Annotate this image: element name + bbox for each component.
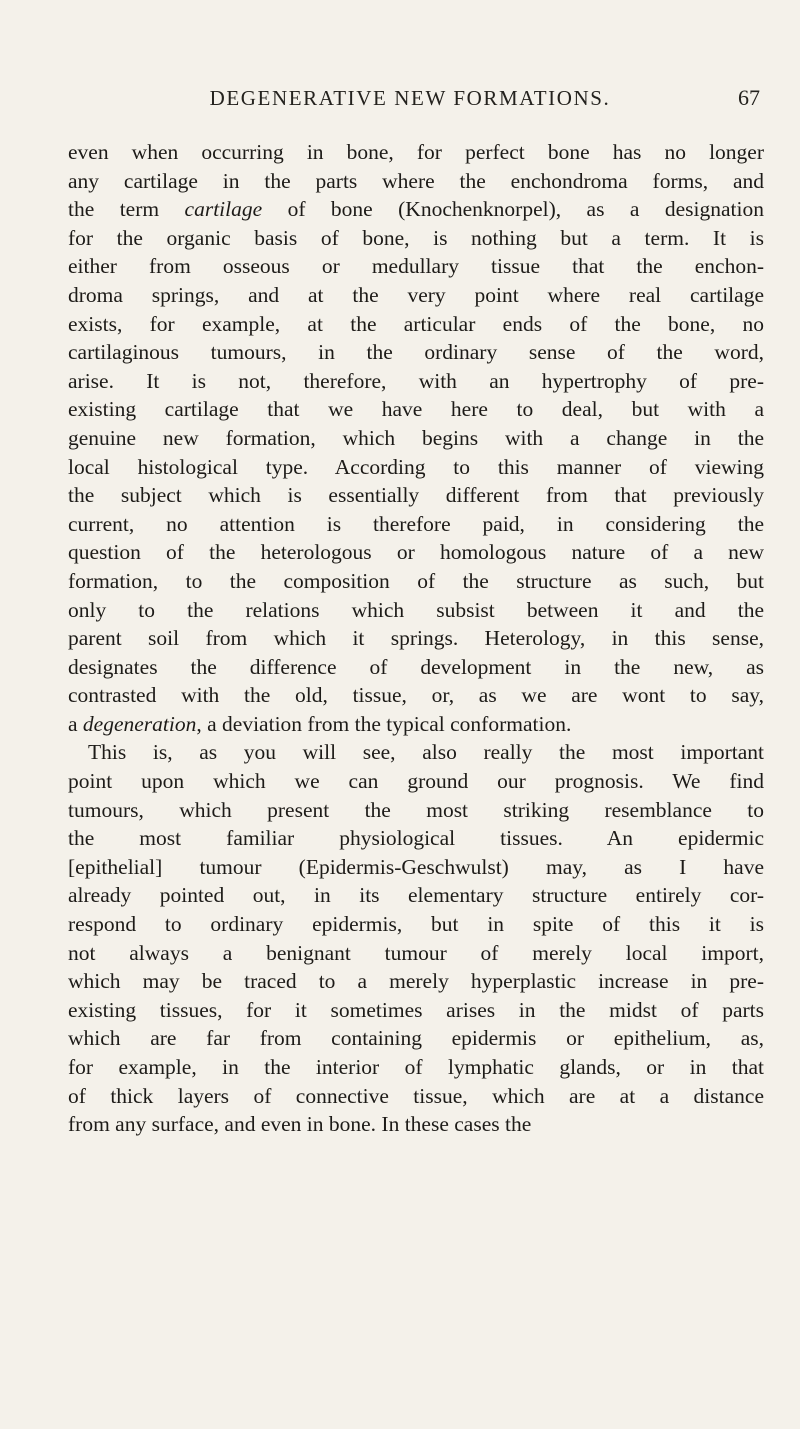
text-line: the subject which is essentially different from that previously — [68, 483, 764, 508]
text-line: the term cartilage of bone (Knochenknorpel), as a designation — [68, 197, 764, 222]
text-line: for example, in the interior of lymphatic glands, or in that — [68, 1055, 764, 1079]
text-line: local histological type. According to this manner of viewing — [68, 454, 764, 479]
text-line: of thick layers of connective tissue, which are at a distance — [68, 1083, 764, 1108]
text-line: current, no attention is therefore paid, in considering the — [68, 511, 764, 536]
text-line: designates the difference of development in the new, as — [68, 654, 764, 679]
text-line: [epithelial] tumour (Epidermis-Geschwulst) may, as I have — [68, 854, 764, 879]
text-line: tumours, which present the most striking resemblance to — [68, 797, 764, 822]
text-line: any cartilage in the parts where the enchondroma forms, and — [68, 168, 764, 193]
text-line: respond to ordinary epidermis, but in spite of this it is — [68, 912, 764, 937]
text-line: from any surface, and even in bone. In these cases the — [68, 1112, 532, 1137]
text-line: contrasted with the old, tissue, or, as we are wont to say, — [68, 683, 764, 708]
text-line: for the organic basis of bone, is nothing but a term. It is — [68, 225, 764, 250]
body-text — [68, 138, 764, 1139]
text-line: only to the relations which subsist between it and the — [68, 597, 764, 622]
text-line: formation, to the composition of the structure as such, but — [68, 568, 764, 593]
text-line: which are far from containing epidermis or epithelium, as, — [68, 1026, 764, 1051]
italic-term: degeneration — [82, 711, 197, 736]
text-line: even when occurring in bone, for perfect bone has no longer — [68, 140, 764, 164]
text-line: a degeneration, a deviation from the typical conformation. — [68, 711, 572, 736]
running-title: DEGENERATIVE NEW FORMATIONS. — [209, 86, 611, 110]
text-line: This is, as you will see, also really the most important — [88, 740, 764, 765]
page-number: 67 — [738, 85, 760, 110]
text-line: either from osseous or medullary tissue that the enchon- — [68, 254, 764, 279]
text-line: cartilaginous tumours, in the ordinary sense of the word, — [68, 340, 764, 365]
text-line: already pointed out, in its elementary structure entirely cor- — [68, 883, 764, 908]
text-line: question of the heterologous or homologous nature of a new — [68, 540, 764, 565]
text-line: genuine new formation, which begins with a change in the — [68, 425, 764, 450]
text-line: the most familiar physiological tissues. An epidermic — [68, 826, 764, 851]
running-head — [60, 82, 760, 114]
text-line: point upon which we can ground our prognosis. We find — [68, 769, 764, 794]
text-line: not always a benignant tumour of merely local import, — [68, 940, 764, 965]
text-line: droma springs, and at the very point where real cartilage — [68, 282, 764, 307]
text-line: existing cartilage that we have here to deal, but with a — [68, 397, 764, 422]
italic-term: cartilage — [184, 197, 263, 222]
text-line: exists, for example, at the articular ends of the bone, no — [68, 311, 764, 336]
text-line: which may be traced to a merely hyperplastic increase in pre- — [68, 969, 764, 994]
text-line: existing tissues, for it sometimes arises in the midst of parts — [68, 997, 764, 1022]
text-line: arise. It is not, therefore, with an hypertrophy of pre- — [68, 368, 764, 393]
text-line: parent soil from which it springs. Heterology, in this sense, — [68, 626, 764, 651]
